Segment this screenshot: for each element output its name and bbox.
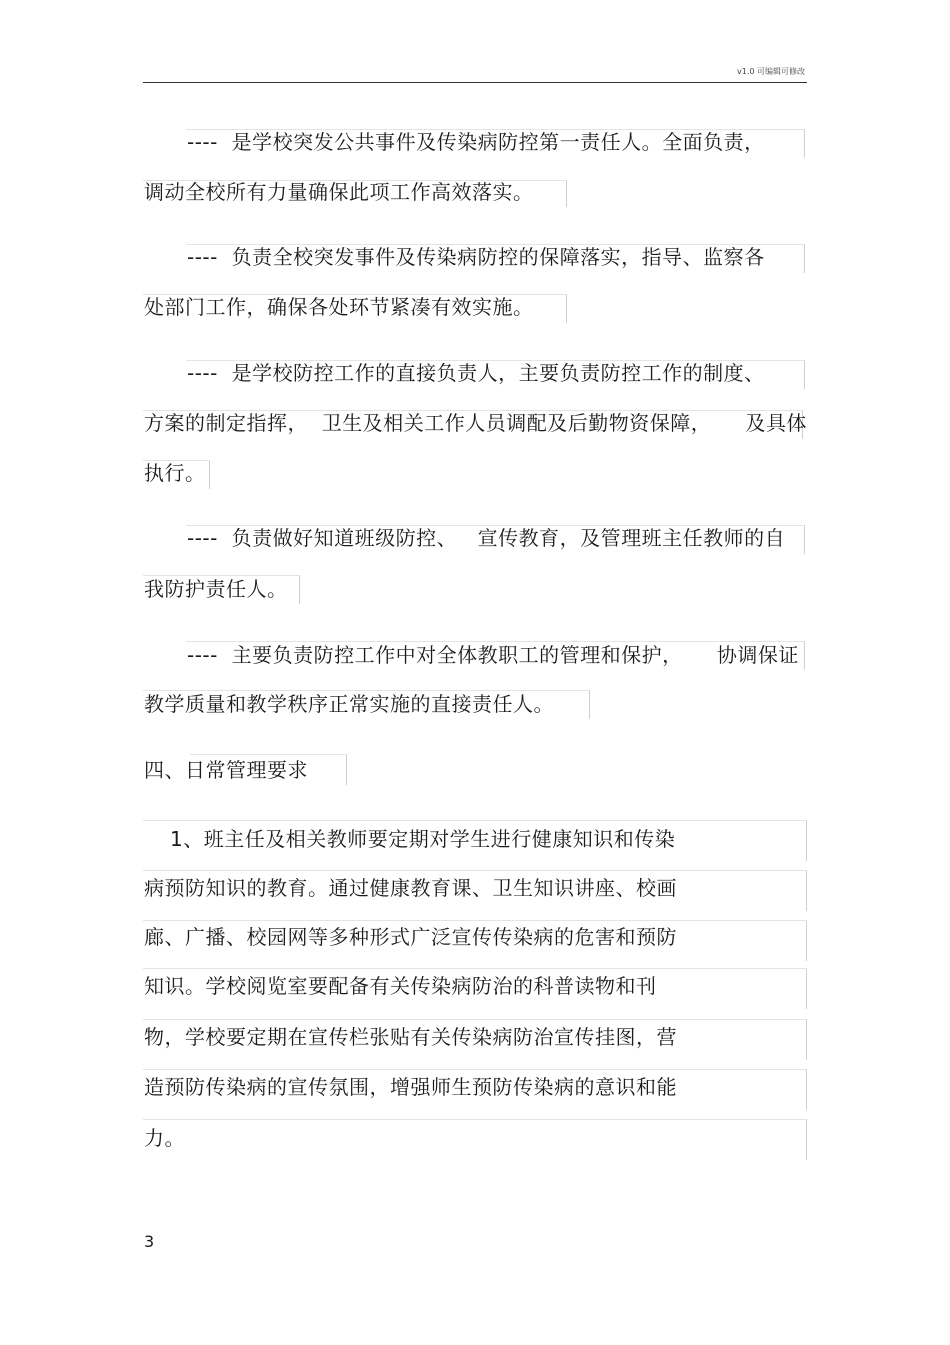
paragraph-line: ---- 负责做好知道班级防控、 宣传教育，及管理班主任教师的自 xyxy=(187,526,786,550)
paragraph-line: 执行。 xyxy=(144,461,206,485)
paragraph-line: ---- 是学校防控工作的直接负责人，主要负责防控工作的制度、 xyxy=(187,361,765,385)
paragraph-line: 处部门工作，确保各处环节紧凑有效实施。 xyxy=(144,295,534,319)
paragraph-line: 方案的制定指挥， 卫生及相关工作人员调配及后勤物资保障， 及具体 xyxy=(144,411,808,435)
paragraph-line: 病预防知识的教育。通过健康教育课、卫生知识讲座、校画 xyxy=(144,876,677,900)
paragraph-line: ---- 是学校突发公共事件及传染病防控第一责任人。全面负责， xyxy=(187,130,765,154)
section-heading: 四、日常管理要求 xyxy=(144,758,308,782)
header-version-label: v1.0 可编辑可修改 xyxy=(737,67,805,76)
paragraph-line: 廊、广播、校园网等多种形式广泛宣传传染病的危害和预防 xyxy=(144,925,677,949)
paragraph-line: 1、班主任及相关教师要定期对学生进行健康知识和传染 xyxy=(170,827,676,851)
paragraph-line: 力。 xyxy=(144,1126,185,1150)
header-divider xyxy=(143,82,807,83)
paragraph-line: ---- 负责全校突发事件及传染病防控的保障落实，指导、监察各 xyxy=(187,245,765,269)
page-number: 3 xyxy=(144,1232,155,1251)
paragraph-line: ---- 主要负责防控工作中对全体教职工的管理和保护， 协调保证 xyxy=(187,643,799,667)
text-frame xyxy=(143,1119,807,1160)
paragraph-line: 调动全校所有力量确保此项工作高效落实。 xyxy=(144,180,534,204)
paragraph-line: 知识。学校阅览室要配备有关传染病防治的科普读物和刊 xyxy=(144,974,657,998)
paragraph-line: 物，学校要定期在宣传栏张贴有关传染病防治宣传挂图，营 xyxy=(144,1025,677,1049)
paragraph-line: 我防护责任人。 xyxy=(144,577,288,601)
paragraph-line: 造预防传染病的宣传氛围，增强师生预防传染病的意识和能 xyxy=(144,1075,677,1099)
paragraph-line: 教学质量和教学秩序正常实施的直接责任人。 xyxy=(144,692,554,716)
